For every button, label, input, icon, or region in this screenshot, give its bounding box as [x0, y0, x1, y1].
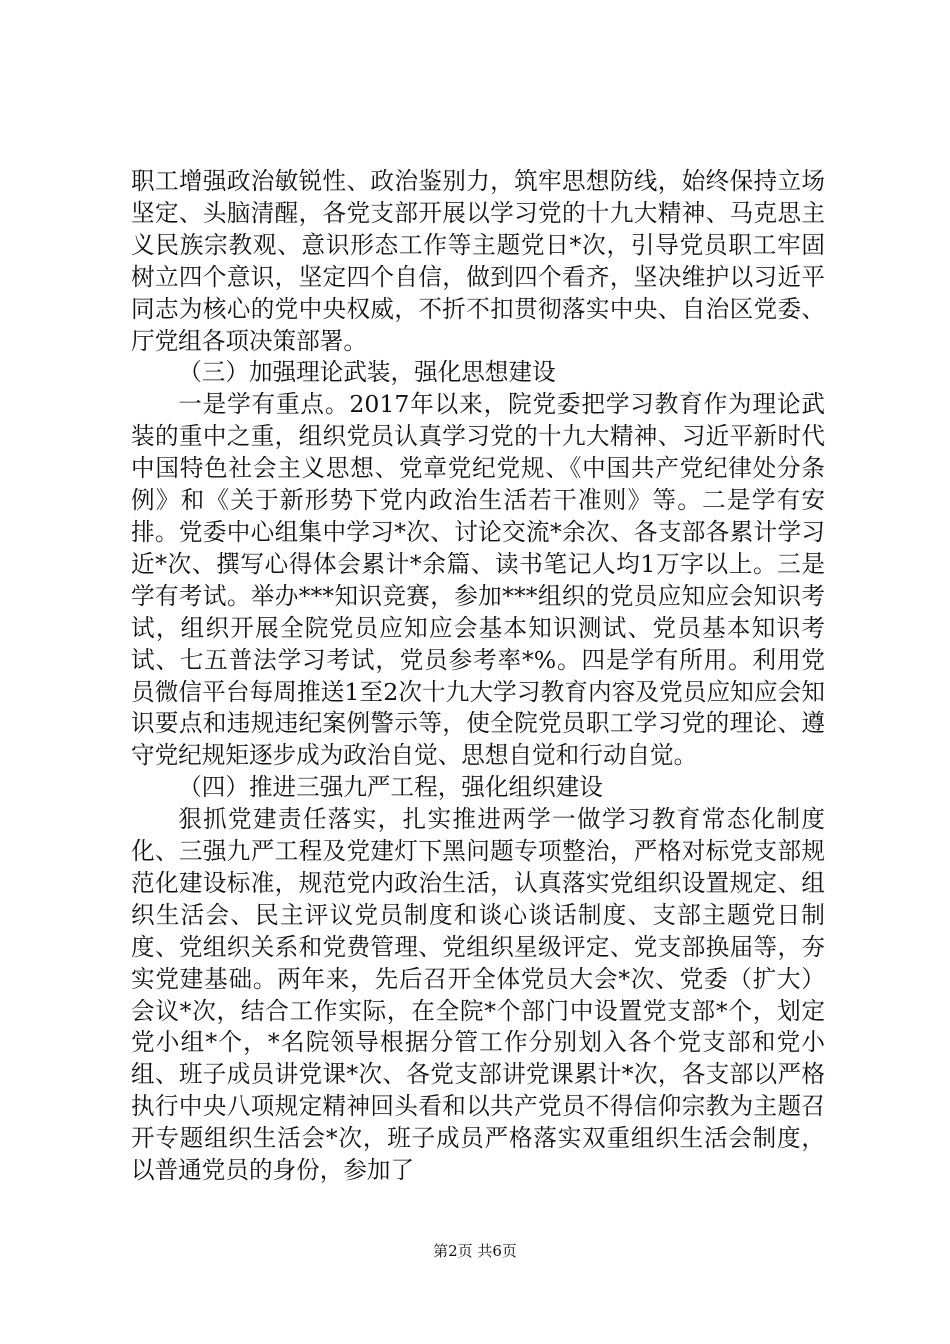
paragraph-continuation: 职工增强政治敏锐性、政治鉴别力，筑牢思想防线，始终保持立场坚定、头脑清醒，各党支部开展以学习党的十九大精神、马克思主义民族宗教观、意识形态工作等主题党日*次，引导党员职工牢固树立四个意识，坚定四个自信，做到四个看齐，坚决维护以习近平同志为核心的党中央权威，不折不扣贯彻落实中央、自治区党委、厅党组各项决策部署。 — [131, 167, 825, 355]
section-heading-3: （三）加强理论武装，强化思想建设 — [178, 358, 556, 387]
document-body — [131, 166, 825, 1187]
page-footer: 第2页 共6页 — [433, 1242, 517, 1260]
paragraph-study: 一是学有重点。2017年以来，院党委把学习教育作为理论武装的重中之重，组织党员认真学习党的十九大精神、习近平新时代中国特色社会主义思想、党章党纪党规、《中国共产党纪律处分条例》和《关于新形势下党内政治生活若干准则》等。二是学有安排。党委中心组集中学习*次、讨论交流*余次、各支部各累计学习近*次、撰写心得体会累计*余篇、读书笔记人均1万字以上。三是学有考试。举办***知识竞赛，参加***组织的党员应知应会知识考试，组织开展全院党员应知应会基本知识测试、党员基本知识考试、七五普法学习考试，党员参考率*%。四是学有所用。利用党员微信平台每周推送1至2次十九大学习教育内容及党员应知应会知识要点和违规违纪案例警示等，使全院党员职工学习党的理论、遵守党纪规矩逐步成为政治自觉、思想自觉和行动自觉。 — [131, 390, 825, 770]
section-heading-4: （四）推进三强九严工程，强化组织建设 — [178, 773, 603, 802]
paragraph-organization: 狠抓党建责任落实，扎实推进两学一做学习教育常态化制度化、三强九严工程及党建灯下黑问题专项整治，严格对标党支部规范化建设标准，规范党内政治生活，认真落实党组织设置规定、组织生活会、民主评议党员制度和谈心谈话制度、支部主题党日制度、党组织关系和党费管理、党组织星级评定、党支部换届等，夯实党建基础。两年来，先后召开全体党员大会*次、党委（扩大）会议*次，结合工作实际，在全院*个部门中设置党支部*个，划定党小组*个，*名院领导根据分管工作分别划入各个党支部和党小组、班子成员讲党课*次、各党支部讲党课累计*次，各支部以严格执行中央八项规定精神回头看和以共产党员不得信仰宗教为主题召开专题组织生活会*次，班子成员严格落实双重组织生活会制度，以普通党员的身份，参加了 — [131, 805, 825, 1185]
